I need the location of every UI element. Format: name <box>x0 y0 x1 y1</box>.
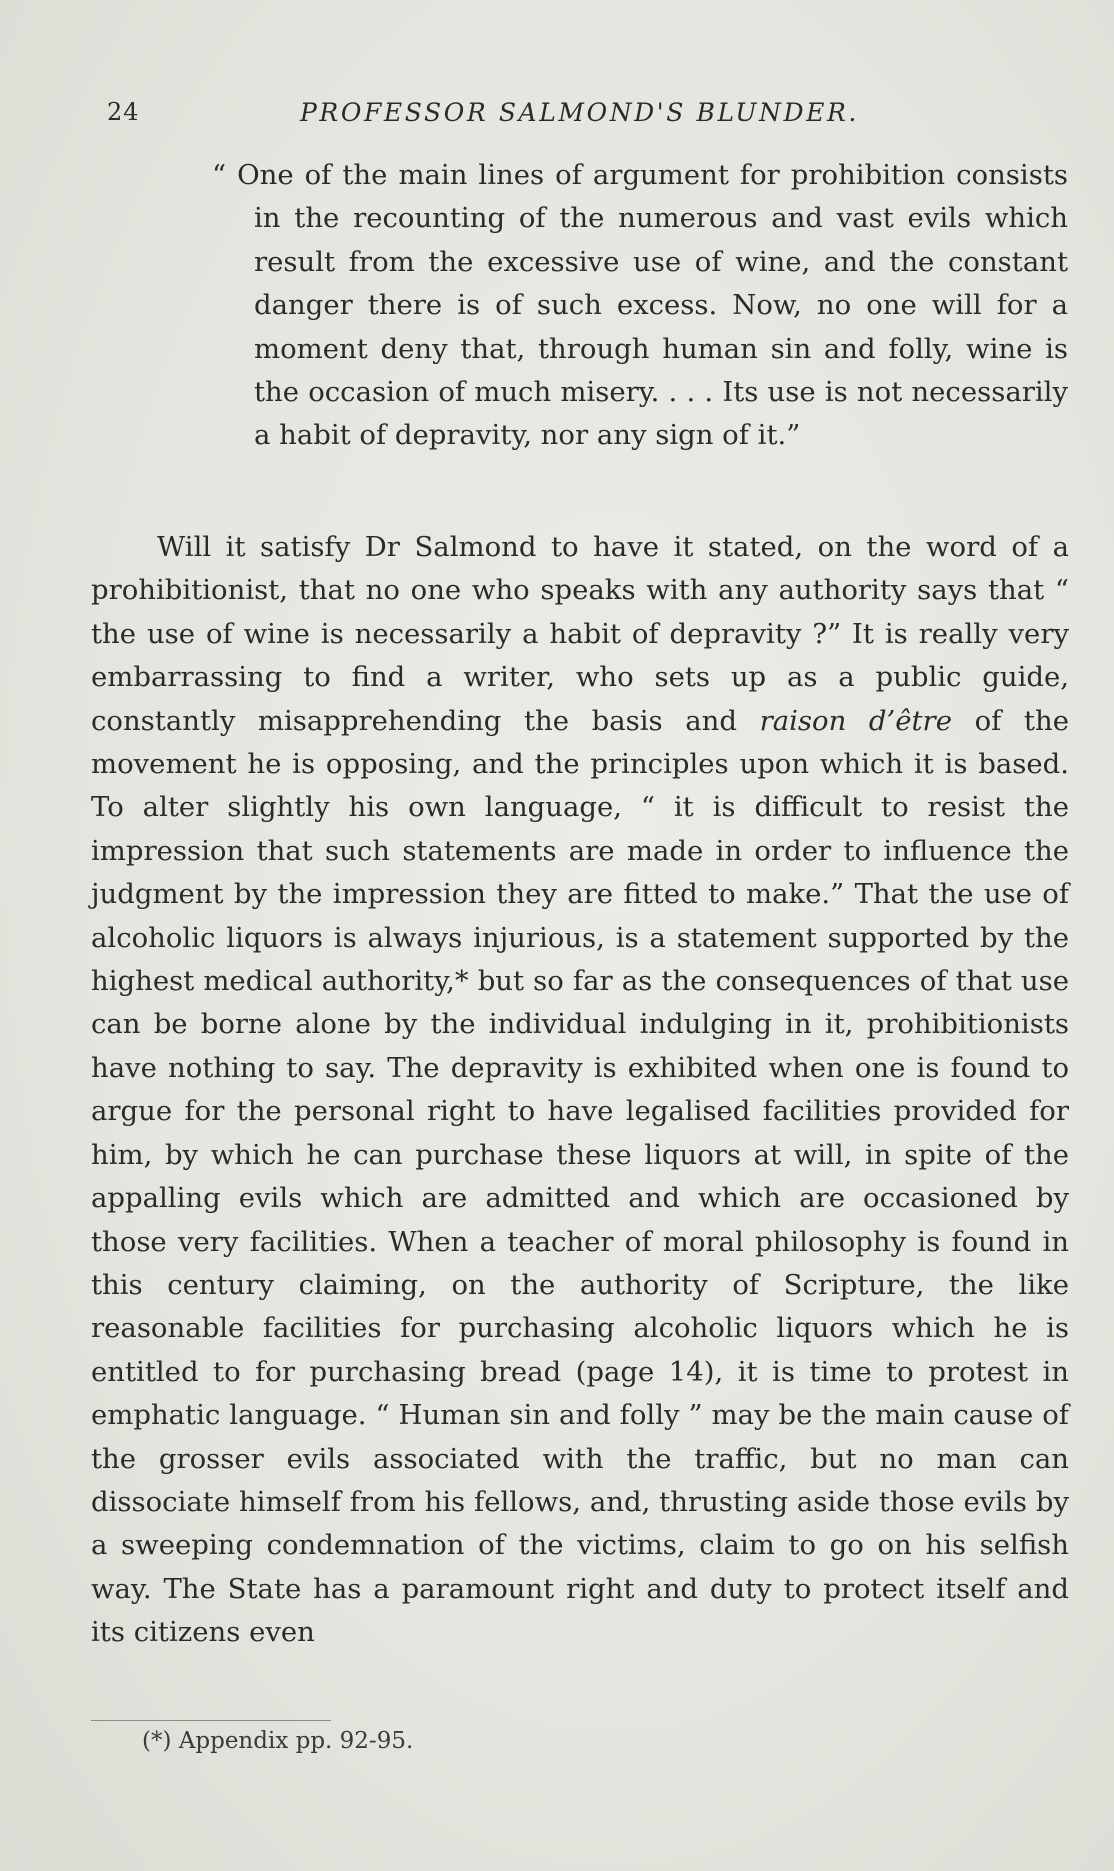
footnote-divider <box>91 1720 331 1721</box>
body-paragraph <box>91 526 1069 1655</box>
page-number: 24 <box>107 98 140 126</box>
footnote: (*) Appendix pp. 92-95. <box>142 1728 414 1754</box>
running-title: PROFESSOR SALMOND'S BLUNDER. <box>300 98 859 127</box>
italic-phrase: raison d’être <box>759 704 952 737</box>
paragraph-text-part-1: Will it satisfy Dr Salmond to have it stated, on the word of a prohibitionist, that no one who speaks with any authority says that “ the use of wine is necessarily a habit of depravity ?” It is really very embarrassing to find a writer, who sets up as a public guide, constantly misapprehending the basis and <box>91 531 1069 737</box>
paragraph-text-part-2: of the movement he is opposing, and the principles upon which it is based. To alter slightly his own language, “ it is difficult to resist the impression that such statements are made in order to influence the judgment by the impression they are fitted to make.” That the use of alcoholic liquors is always injurious, is a statement supported by the highest medical authority,* but so far as the consequences of that use can be borne alone by the individual indulging in it, prohibitionists have nothing to say. The depravity is exhibited when one is found to argue for the personal right to have legalised facilities provided for him, by which he can purchase these liquors at will, in spite of the appalling evils which are admitted and which are occasioned by those very facilities. When a teacher of moral philosophy is found in this century claiming, on the authority of Scripture, the like reasonable facilities for purchasing alcoholic liquors which he is entitled to for purchasing bread (page 14), it is time to protest in emphatic language. “ Human sin and folly ” may be the main cause of the grosser evils associated with the traffic, but no man can dissociate himself from his fellows, and, thrusting aside those evils by a sweeping condemnation of the victims, claim to go on his selfish way. The State has a paramount right and duty to protect itself and its citizens even <box>91 704 1069 1649</box>
block-quote: “ One of the main lines of argument for prohibition consists in the recounting of the numerous and vast evils which result from the excessive use of wine, and the constant danger there is of such excess. Now, no one will for a moment deny that, through human sin and folly, wine is the occasion of much misery. . . . Its use is not necessarily a habit of depravity, nor any sign of it.” <box>212 159 1068 452</box>
page-header <box>0 98 1114 134</box>
